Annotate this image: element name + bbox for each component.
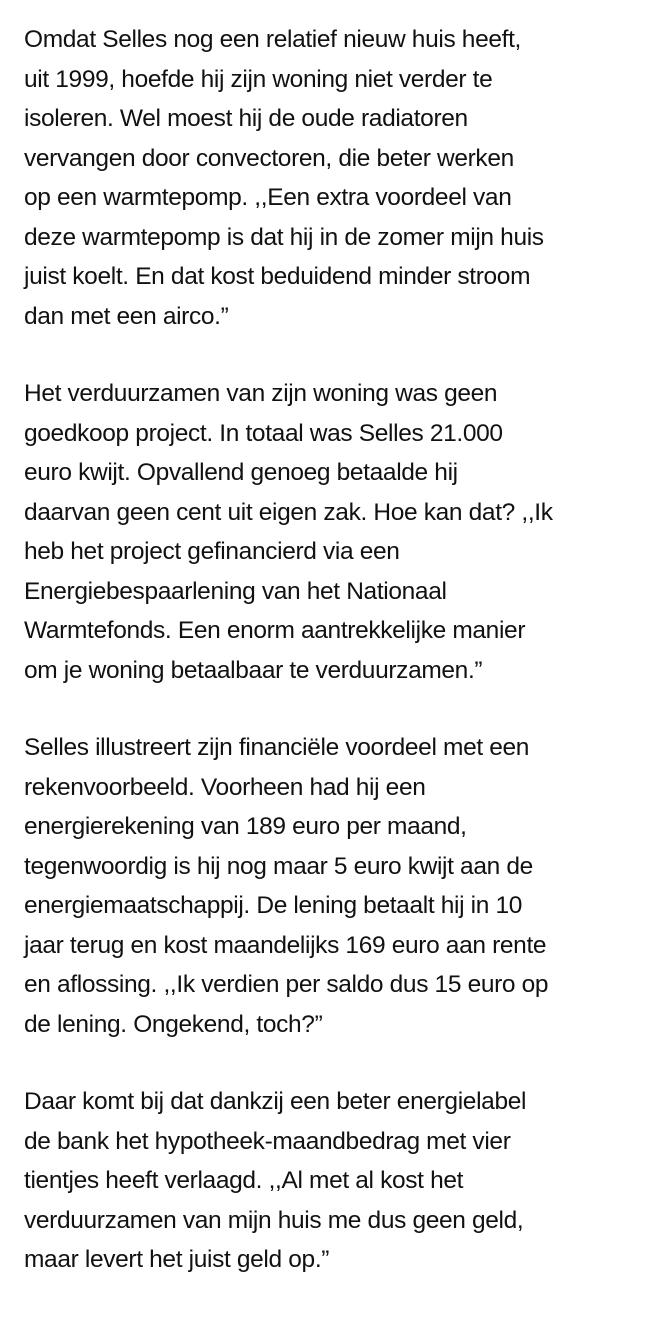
text-line: rekenvoorbeeld. Voorheen had hij een	[24, 773, 426, 801]
text-line: Daar komt bij dat dankzij een beter energielabel	[24, 1088, 527, 1115]
text-line: goedkoop project. In totaal was Selles 21.000	[24, 419, 503, 447]
text-line: de lening. Ongekend, toch?”	[24, 1010, 323, 1038]
text-line: en aflossing. ,,Ik verdien per saldo dus 15 euro op	[24, 971, 549, 998]
text-line: isoleren. Wel moest hij de oude radiatoren	[24, 105, 468, 132]
paragraph-2	[24, 374, 654, 690]
text-line: om je woning betaalbaar te verduurzamen.”	[24, 656, 483, 684]
text-line: tegenwoordig is hij nog maar 5 euro kwijt aan de	[24, 852, 533, 880]
text-line: uit 1999, hoefde hij zijn woning niet verder te	[24, 65, 493, 93]
text-line: vervangen door convectoren, die beter werken	[24, 144, 514, 172]
text-line: deze warmtepomp is dat hij in de zomer mijn huis	[24, 223, 544, 251]
text-line: energierekening van 189 euro per maand,	[24, 813, 467, 840]
paragraph-4	[24, 1082, 654, 1280]
text-line: de bank het hypotheek-maandbedrag met vier	[24, 1127, 511, 1155]
paragraph-3	[24, 728, 654, 1044]
text-line: Selles illustreert zijn financiële voordeel met een	[24, 734, 530, 761]
text-line: Omdat Selles nog een relatief nieuw huis heeft,	[24, 26, 521, 53]
text-line: Warmtefonds. Een enorm aantrekkelijke manier	[24, 617, 526, 644]
text-line: heb het project gefinancierd via een	[24, 538, 400, 565]
text-line: verduurzamen van mijn huis me dus geen geld,	[24, 1206, 524, 1234]
text-line: Het verduurzamen van zijn woning was geen	[24, 380, 498, 407]
text-line: euro kwijt. Opvallend genoeg betaalde hij	[24, 459, 458, 486]
text-line: tientjes heeft verlaagd. ,,Al met al kost het	[24, 1167, 464, 1194]
text-line: juist koelt. En dat kost beduidend minder stroom	[24, 263, 531, 290]
text-line: energiemaatschappij. De lening betaalt hij in 10	[24, 892, 523, 919]
article-body	[24, 20, 654, 1318]
text-line: op een warmtepomp. ,,Een extra voordeel van	[24, 184, 512, 211]
paragraph-1	[24, 20, 654, 336]
text-line: Energiebespaarlening van het Nationaal	[24, 577, 447, 605]
text-line: jaar terug en kost maandelijks 169 euro aan rente	[24, 931, 547, 959]
text-line: dan met een airco.”	[24, 302, 229, 330]
text-line: maar levert het juist geld op.”	[24, 1246, 330, 1273]
text-line: daarvan geen cent uit eigen zak. Hoe kan dat? ,,Ik	[24, 498, 553, 526]
